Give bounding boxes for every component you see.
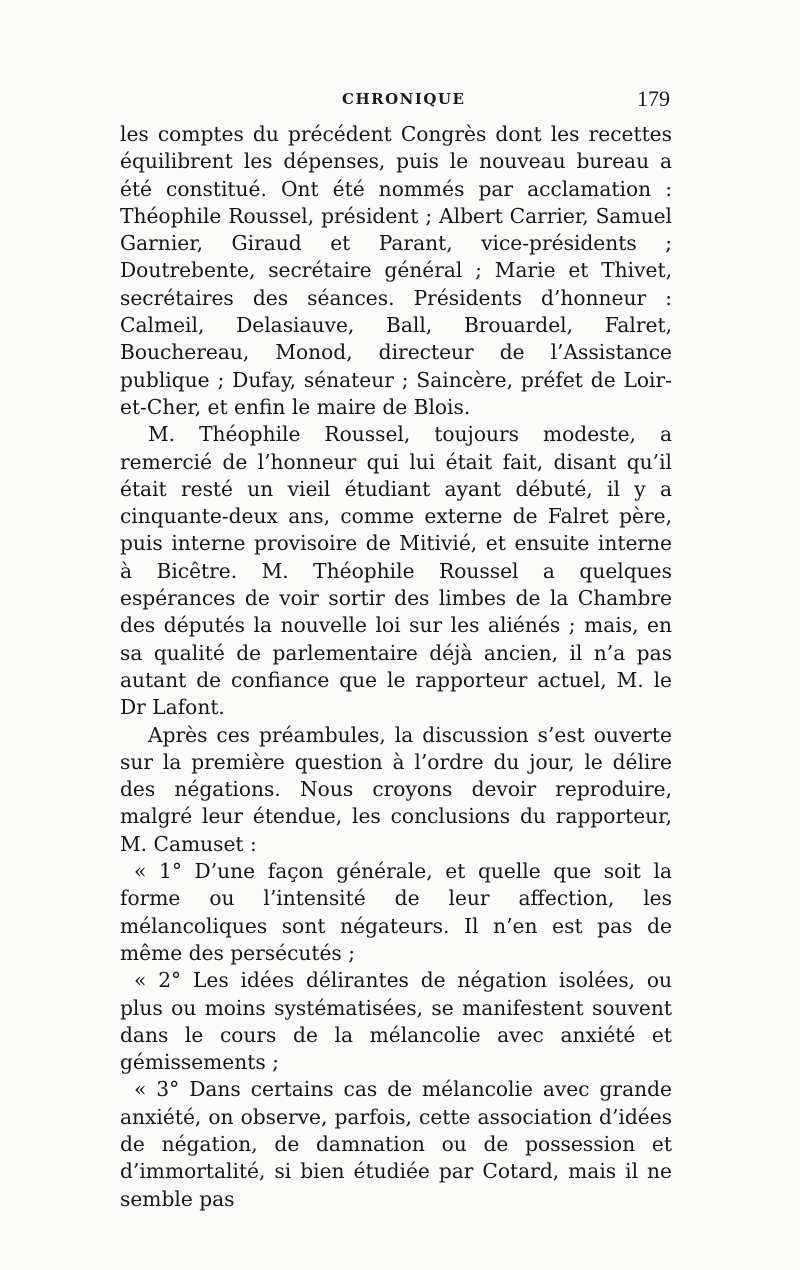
conclusion-3: « 3° Dans certains cas de mélancolie avec grande anxiété, on observe, parfois, cette association d’idées de négation, de damnation ou de possession et d’immortalité, si bien étudiée par Cotard, mais il ne semble pas	[120, 1077, 672, 1211]
paragraph-1: les comptes du précédent Congrès dont les recettes équilibrent les dépenses, puis le nouveau bureau a été constitué. Ont été nommés par acclamation : Théophile Roussel, président ; Albert Carrier, Samuel Garnier, Giraud et Parant, vice-présidents ; Doutrebente, secrétaire général ; Marie et Thivet, secrétaires des séances. Présidents d’honneur : Calmeil, Delasiauve, Ball, Brouardel, Falret, Bouchereau, Monod, directeur de l’Assistance publique ; Dufay, sénateur ; Saincère, préfet de Loir-et-Cher, et enfin le maire de Blois.	[120, 122, 672, 419]
running-head	[120, 88, 670, 112]
body-text	[120, 121, 672, 1213]
page-number: 179	[637, 86, 670, 111]
conclusion-1: « 1° D’une façon générale, et quelle que soit la forme ou l’intensité de leur affection, les mélancoliques sont négateurs. Il n’en est pas de même des persécutés ;	[120, 859, 672, 965]
conclusion-2: « 2° Les idées délirantes de négation isolées, ou plus ou moins systématisées, se manifestent souvent dans le cours de la mélancolie avec anxiété et gémissements ;	[120, 968, 672, 1075]
paragraph-3: Après ces préambules, la discussion s’est ouverte sur la première question à l’ordre du jour, le délire des négations. Nous croyons devoir reproduire, malgré leur étendue, les conclusions du rapporteur, M. Camuset :	[120, 722, 672, 856]
paragraph-2: M. Théophile Roussel, toujours modeste, a remercié de l’honneur qui lui était fait, disant qu’il était resté un vieil étudiant ayant débuté, il y a cinquante-deux ans, comme externe de Falret père, puis interne provisoire de Mitivié, et ensuite interne à Bicêtre. M. Théophile Roussel a quelques espérances de voir sortir des limbes de la Chambre des députés la nouvelle loi sur les aliénés ; mais, en sa qualité de parlementaire déjà ancien, il n’a pas autant de confiance que le rapporteur actuel, M. le Dr Lafont.	[120, 422, 672, 720]
running-title: CHRONIQUE	[342, 90, 466, 108]
